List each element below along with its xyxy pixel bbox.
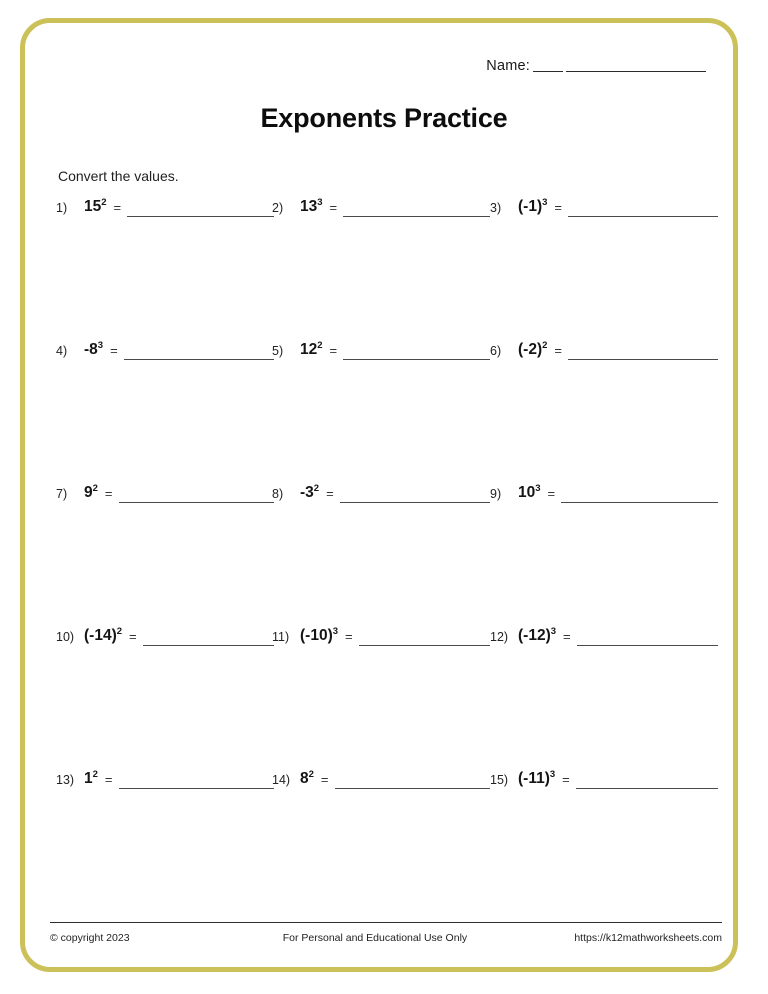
answer-blank-line[interactable] — [576, 769, 718, 789]
equals-sign: = — [320, 772, 329, 787]
problem-number: 1) — [56, 201, 68, 215]
answer-blank-line[interactable] — [119, 769, 274, 789]
problem-number: 7) — [56, 487, 68, 501]
problem-item — [272, 340, 490, 360]
problem-row — [0, 197, 768, 340]
problem-expression — [512, 483, 541, 502]
problem-number: 11) — [272, 630, 290, 644]
problem-item — [56, 340, 274, 360]
answer-blank-line[interactable] — [340, 483, 490, 503]
equals-sign: = — [554, 343, 562, 358]
problem-grid — [0, 197, 768, 912]
equals-sign: = — [104, 486, 113, 501]
expression-exponent: 2 — [92, 482, 98, 494]
problem-number: 5) — [272, 344, 284, 358]
equals-sign: = — [345, 629, 353, 644]
problem-expression — [512, 197, 547, 216]
expression-base: (-1) — [518, 198, 543, 215]
equals-sign: = — [113, 200, 122, 215]
problem-row — [0, 626, 768, 769]
expression-exponent: 3 — [542, 196, 548, 208]
answer-blank-line[interactable] — [577, 626, 718, 646]
expression-base: (-14) — [84, 627, 117, 644]
answer-blank-line[interactable] — [343, 340, 490, 360]
expression-base: 9 — [84, 484, 93, 501]
problem-item — [490, 197, 718, 217]
expression-exponent: 2 — [317, 339, 323, 351]
problem-expression — [512, 340, 547, 359]
problem-expression — [294, 769, 314, 788]
problem-item — [56, 769, 274, 789]
problem-expression — [78, 626, 122, 645]
problem-expression — [78, 340, 103, 359]
problem-number: 10) — [56, 630, 75, 644]
expression-exponent: 2 — [542, 339, 548, 351]
footer-divider — [50, 922, 722, 923]
answer-blank-line[interactable] — [335, 769, 490, 789]
expression-exponent: 2 — [101, 196, 107, 208]
problem-expression — [78, 483, 98, 502]
equals-sign: = — [329, 200, 338, 215]
problem-item — [56, 197, 274, 217]
problem-number: 2) — [272, 201, 284, 215]
expression-base: 13 — [300, 198, 318, 215]
problem-item — [56, 483, 274, 503]
equals-sign: = — [563, 629, 571, 644]
problem-item — [272, 483, 490, 503]
equals-sign: = — [554, 200, 562, 215]
equals-sign: = — [110, 343, 118, 358]
footer-usage-notice: For Personal and Educational Use Only — [282, 932, 468, 944]
problem-number: 3) — [490, 201, 502, 215]
problem-row — [0, 483, 768, 626]
expression-exponent: 2 — [116, 625, 123, 637]
problem-number: 12) — [490, 630, 509, 644]
instruction-text: Convert the values. — [58, 168, 179, 184]
answer-blank-line[interactable] — [568, 340, 718, 360]
equals-sign: = — [129, 629, 137, 644]
problem-number: 4) — [56, 344, 68, 358]
equals-sign: = — [326, 486, 334, 501]
problem-expression — [294, 483, 319, 502]
expression-exponent: 2 — [313, 482, 320, 494]
problem-item — [272, 197, 490, 217]
expression-base: -3 — [300, 484, 314, 501]
footer-url: https://k12mathworksheets.com — [574, 932, 722, 944]
problem-number: 14) — [272, 773, 291, 787]
problem-expression — [294, 626, 338, 645]
problem-item — [56, 626, 274, 646]
expression-base: (-12) — [518, 627, 551, 644]
answer-blank-line[interactable] — [359, 626, 490, 646]
problem-row — [0, 340, 768, 483]
problem-item — [490, 483, 718, 503]
answer-blank-line[interactable] — [124, 340, 274, 360]
expression-base: (-10) — [300, 627, 333, 644]
expression-base: (-11) — [518, 770, 550, 787]
page-title: Exponents Practice — [260, 103, 508, 133]
problem-item — [490, 769, 718, 789]
problem-item — [490, 626, 718, 646]
equals-sign: = — [562, 772, 570, 787]
problem-expression — [294, 340, 323, 359]
problem-number: 8) — [272, 487, 284, 501]
name-write-line-segment-1[interactable] — [533, 71, 563, 72]
footer-copyright: © copyright 2023 — [50, 932, 130, 944]
expression-exponent: 3 — [535, 482, 541, 494]
problem-item — [490, 340, 718, 360]
answer-blank-line[interactable] — [568, 197, 718, 217]
problem-expression — [78, 197, 107, 216]
expression-exponent: 3 — [317, 196, 323, 208]
problem-expression — [512, 626, 556, 645]
expression-base: 10 — [518, 484, 536, 501]
problem-row — [0, 769, 768, 912]
problem-item — [272, 626, 490, 646]
equals-sign: = — [547, 486, 556, 501]
equals-sign: = — [329, 343, 338, 358]
expression-base: (-2) — [518, 341, 543, 358]
answer-blank-line[interactable] — [561, 483, 718, 503]
problem-expression — [78, 769, 98, 788]
expression-base: 12 — [300, 341, 318, 358]
answer-blank-line[interactable] — [119, 483, 274, 503]
expression-exponent: 3 — [332, 625, 339, 637]
equals-sign: = — [104, 772, 113, 787]
answer-blank-line[interactable] — [127, 197, 274, 217]
problem-item — [272, 769, 490, 789]
expression-exponent: 3 — [97, 339, 104, 351]
answer-blank-line[interactable] — [143, 626, 274, 646]
name-label: Name: — [486, 58, 530, 74]
problem-number: 9) — [490, 487, 502, 501]
expression-base: 1 — [84, 770, 93, 787]
expression-exponent: 2 — [308, 768, 314, 780]
problem-number: 13) — [56, 773, 75, 787]
footer — [50, 932, 722, 944]
expression-base: -8 — [84, 341, 98, 358]
problem-number: 15) — [490, 773, 509, 787]
name-write-line-segment-2[interactable] — [566, 71, 706, 72]
problem-expression — [294, 197, 323, 216]
answer-blank-line[interactable] — [343, 197, 490, 217]
problem-number: 6) — [490, 344, 502, 358]
problem-expression — [512, 769, 555, 788]
expression-base: 15 — [84, 198, 102, 215]
expression-exponent: 2 — [92, 768, 98, 780]
expression-base: 8 — [300, 770, 309, 787]
expression-exponent: 3 — [550, 625, 557, 637]
name-field-row — [486, 58, 706, 74]
expression-exponent: 3 — [549, 768, 556, 780]
